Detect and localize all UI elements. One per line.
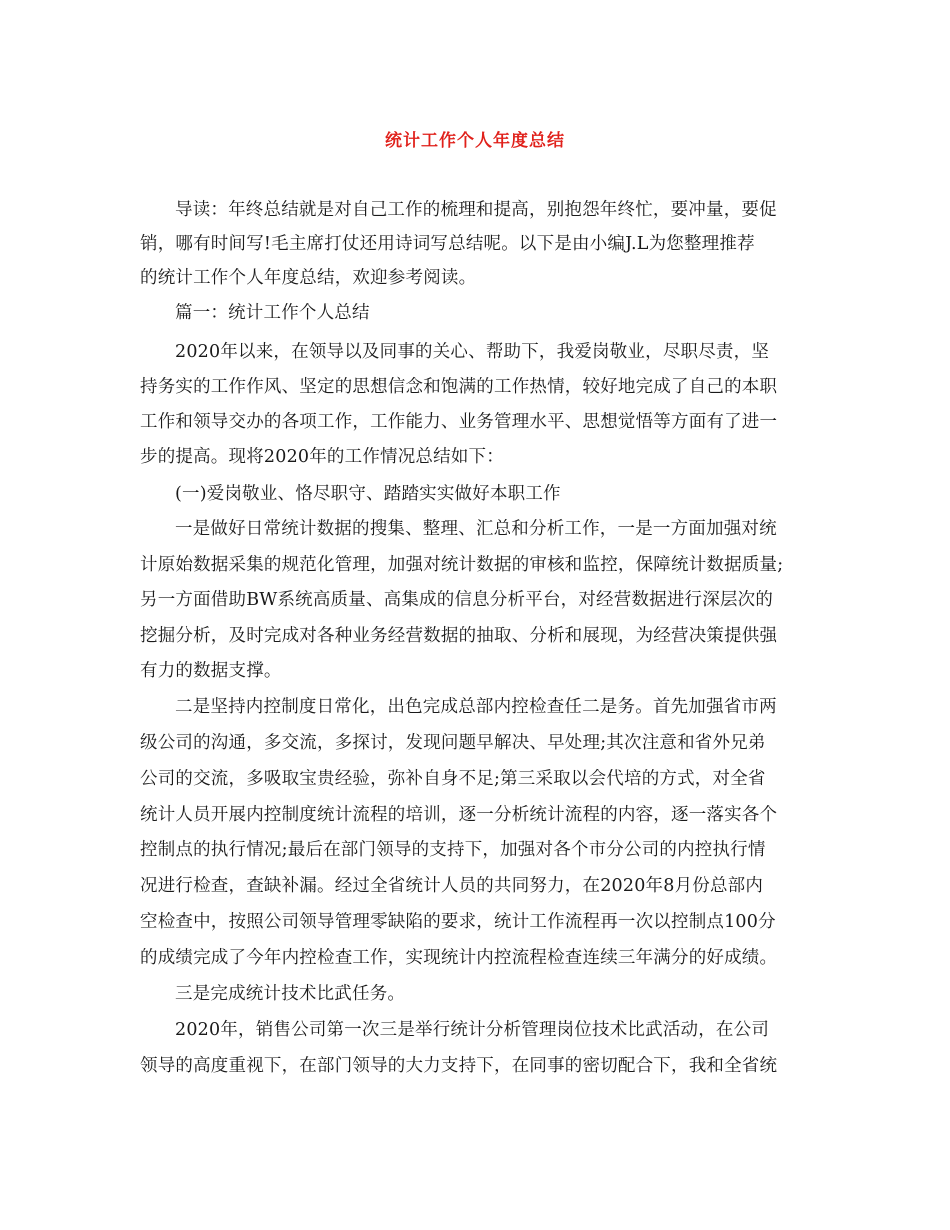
- paragraph-line: 领导的高度重视下，在部门领导的大力支持下，在同事的密切配合下，我和全省统: [140, 1056, 778, 1076]
- paragraph-line: 控制点的执行情况;最后在部门领导的支持下，加强对各个市分公司的内控执行情: [140, 840, 766, 860]
- paragraph-line: 2020年，销售公司第一次三是举行统计分析管理岗位技术比武活动，在公司: [175, 1020, 770, 1040]
- paragraph-line: 销，哪有时间写!毛主席打仗还用诗词写总结呢。以下是由小编J.L为您整理推荐: [140, 234, 755, 254]
- paragraph-line: 工作和领导交办的各项工作，工作能力、业务管理水平、思想觉悟等方面有了进一: [140, 412, 778, 432]
- paragraph-line: 二是坚持内控制度日常化，出色完成总部内控检查任二是务。首先加强省市两: [175, 697, 777, 717]
- paragraph-line: 2020年以来，在领导以及同事的关心、帮助下，我爱岗敬业，尽职尽责，坚: [175, 342, 770, 362]
- paragraph-line: 统计人员开展内控制度统计流程的培训，逐一分析统计流程的内容，逐一落实各个: [140, 805, 778, 825]
- subsection-heading: (一)爱岗敬业、恪尽职守、踏踏实实做好本职工作: [175, 484, 561, 504]
- paragraph-line: 空检查中，按照公司领导管理零缺陷的要求，统计工作流程再一次以控制点100分: [140, 912, 776, 932]
- paragraph-line: 况进行检查，查缺补漏。经过全省统计人员的共同努力，在2020年8月份总部内: [140, 876, 764, 896]
- paragraph-line: 有力的数据支撑。: [140, 661, 282, 681]
- paragraph-line: 挖掘分析，及时完成对各种业务经营数据的抽取、分析和展现，为经营决策提供强: [140, 626, 778, 646]
- section-heading: 篇一：统计工作个人总结: [175, 303, 370, 323]
- paragraph-line: 一是做好日常统计数据的搜集、整理、汇总和分析工作，一是一方面加强对统: [175, 519, 777, 539]
- paragraph-line: 的成绩完成了今年内控检查工作，实现统计内控流程检查连续三年满分的好成绩。: [140, 948, 778, 968]
- paragraph-line: 另一方面借助BW系统高质量、高集成的信息分析平台，对经营数据进行深层次的: [140, 590, 774, 610]
- paragraph-line: 持务实的工作作风、坚定的思想信念和饱满的工作热情，较好地完成了自己的本职: [140, 377, 778, 397]
- paragraph-line: 公司的交流，多吸取宝贵经验，弥补自身不足;第三采取以会代培的方式，对全省: [140, 769, 766, 789]
- document-title: 统计工作个人年度总结: [385, 131, 565, 151]
- paragraph-line: 级公司的沟通，多交流，多探讨，发现问题早解决、早处理;其次注意和省外兄弟: [140, 733, 766, 753]
- paragraph-line: 三是完成统计技术比武任务。: [175, 984, 406, 1004]
- paragraph-line: 计原始数据采集的规范化管理，加强对统计数据的审核和监控，保障统计数据质量;: [140, 555, 784, 575]
- paragraph-line: 步的提高。现将2020年的工作情况总结如下：: [140, 447, 504, 467]
- paragraph-line: 的统计工作个人年度总结，欢迎参考阅读。: [140, 268, 477, 288]
- paragraph-line: 导读：年终总结就是对自己工作的梳理和提高，别抱怨年终忙，要冲量，要促: [175, 200, 777, 220]
